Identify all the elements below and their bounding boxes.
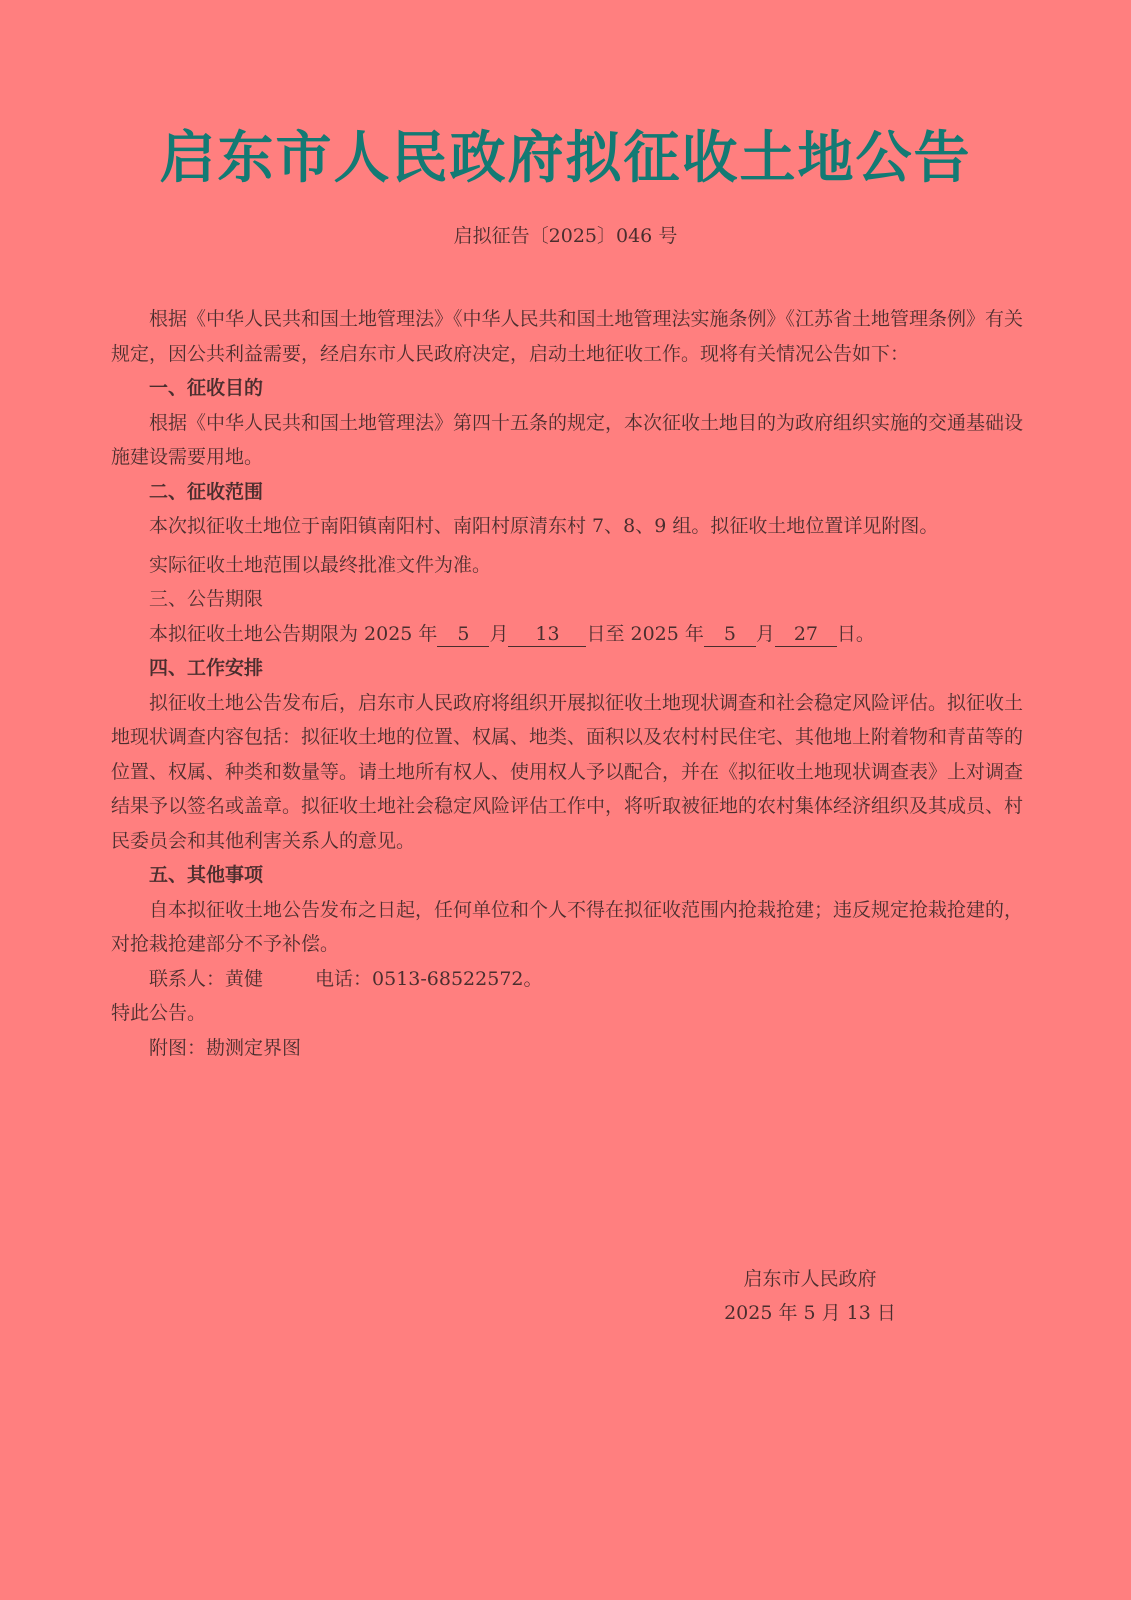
period-prefix: 本拟征收土地公告期限为 2025 年 [149, 622, 438, 645]
attachment-line: 附图：勘测定界图 [149, 1036, 302, 1059]
document-number: 启拟征告〔2025〕046 号 [453, 225, 678, 247]
purpose-paragraph: 根据《中华人民共和国土地管理法》第四十五条的规定，本次征收土地目的为政府组织实施的交通基础设施建设需要用地。 [111, 411, 1024, 468]
period-mid: 日至 2025 年 [586, 622, 704, 645]
section-heading-period: 三、公告期限 [149, 588, 264, 610]
contact-phone: 电话：0513-68522572。 [315, 967, 543, 990]
issuer-name: 启东市人民政府 [743, 1268, 877, 1290]
closing-line: 特此公告。 [111, 1002, 207, 1024]
contact-line [111, 962, 1023, 997]
section-heading-purpose: 一、征收目的 [149, 377, 264, 399]
notice-body [111, 302, 1023, 1065]
section-heading-scope: 二、征收范围 [149, 480, 264, 503]
scope-paragraph: 本次拟征收土地位于南阳镇南阳村、南阳村原清东村 7、8、9 组。拟征收土地位置详见附图。 [149, 515, 939, 537]
contact-person: 联系人：黄健 [149, 967, 264, 990]
period-end-month: 5 [704, 622, 756, 647]
period-month-label: 月 [755, 622, 775, 645]
work-paragraph: 拟征收土地公告发布后，启东市人民政府将组织开展拟征收土地现状调查和社会稳定风险评估。拟征收土地现状调查内容包括：拟征收土地的位置、权属、地类、面积以及农村村民住宅、其他地上附着物和青苗等的位置、权属、种类和数量等。请土地所有权人、使用权人予以配合，并在《拟征收土地现状调查表》上对调查结果予以签名或盖章。拟征收土地社会稳定风险评估工作中，将听取被征地的农村集体经济组织及其成员、村民委员会和其他利害关系人的意见。 [111, 691, 1024, 852]
section-heading-work: 四、工作安排 [149, 657, 264, 679]
scope-note-paragraph: 实际征收土地范围以最终批准文件为准。 [149, 553, 492, 576]
period-end-day: 27 [775, 622, 837, 647]
period-start-day: 13 [508, 622, 586, 647]
period-start-month: 5 [437, 622, 489, 647]
intro-paragraph: 根据《中华人民共和国土地管理法》《中华人民共和国土地管理法实施条例》《江苏省土地管理条例》有关规定，因公共利益需要，经启东市人民政府决定，启动土地征收工作。现将有关情况公告如下： [111, 308, 1024, 365]
page-title: 启东市人民政府拟征收土地公告 [159, 125, 972, 191]
period-paragraph [111, 617, 1023, 652]
section-heading-other: 五、其他事项 [149, 864, 264, 886]
other-paragraph: 自本拟征收土地公告发布之日起，任何单位和个人不得在拟征收范围内抢栽抢建；违反规定抢栽抢建的，对抢栽抢建部分不予补偿。 [111, 898, 1024, 955]
period-month-label: 月 [489, 622, 509, 645]
issue-date: 2025 年 5 月 13 日 [724, 1302, 896, 1324]
period-suffix: 日。 [836, 622, 875, 645]
